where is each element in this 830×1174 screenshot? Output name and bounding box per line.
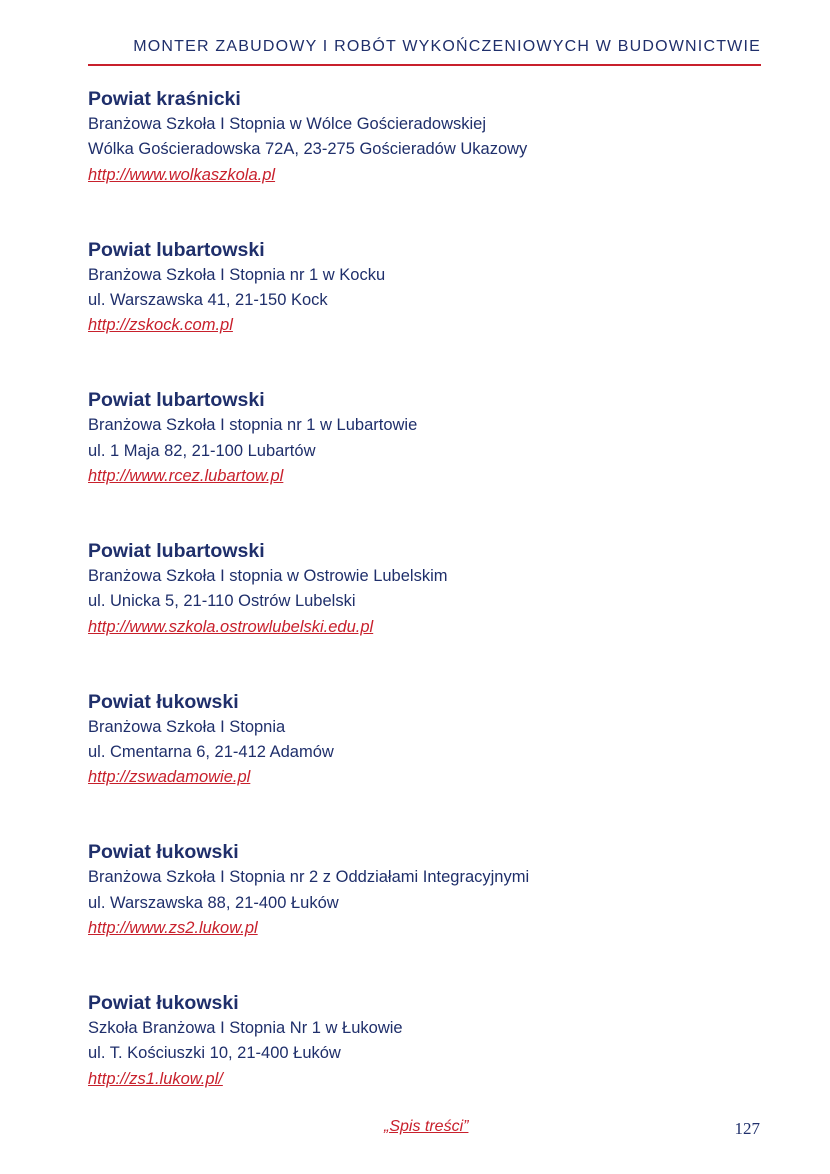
school-name: Branżowa Szkoła I Stopnia w Wólce Gościeradowskiej (88, 115, 487, 133)
header-divider (88, 64, 761, 66)
school-address: ul. T. Kościuszki 10, 21-400 Łuków (88, 1044, 341, 1063)
school-entry (88, 538, 768, 689)
county-heading: Powiat lubartowski (88, 389, 265, 412)
school-list (88, 86, 768, 1141)
school-website-link[interactable]: http://zskock.com.pl (88, 316, 233, 335)
county-heading: Powiat lubartowski (88, 540, 265, 563)
school-website-link[interactable]: http://zswadamowie.pl (88, 768, 251, 787)
school-entry (88, 839, 768, 990)
county-heading: Powiat łukowski (88, 690, 239, 713)
school-entry (88, 689, 768, 840)
school-entry (88, 387, 768, 538)
school-website-link[interactable]: http://www.zs2.lukow.pl (88, 919, 258, 938)
school-name: Branżowa Szkoła I Stopnia (88, 717, 286, 736)
school-name: Branżowa Szkoła I stopnia w Ostrowie Lubelskim (88, 567, 448, 586)
school-name: Szkoła Branżowa I Stopnia Nr 1 w Łukowie (88, 1019, 403, 1038)
school-address: ul. Cmentarna 6, 21-412 Adamów (88, 743, 334, 762)
school-website-link[interactable]: http://www.wolkaszkola.pl (88, 165, 276, 184)
county-heading: Powiat łukowski (88, 992, 239, 1015)
school-name: Branżowa Szkoła I Stopnia nr 1 w Kocku (88, 265, 386, 284)
school-name: Branżowa Szkoła I Stopnia nr 2 z Oddziałami Integracyjnymi (88, 868, 530, 887)
school-name: Branżowa Szkoła I stopnia nr 1 w Lubartowie (88, 416, 418, 435)
school-address: ul. Warszawska 88, 21-400 Łuków (88, 893, 339, 912)
county-heading: Powiat kraśnicki (88, 88, 241, 110)
page-number: 127 (734, 1119, 760, 1138)
school-address: ul. 1 Maja 82, 21-100 Lubartów (88, 441, 316, 460)
school-address: ul. Warszawska 41, 21-150 Kock (88, 290, 328, 309)
school-website-link[interactable]: http://www.szkola.ostrowlubelski.edu.pl (88, 617, 374, 636)
running-header: MONTER ZABUDOWY I ROBÓT WYKOŃCZENIOWYCH W BUDOWNICTWIE (133, 38, 761, 55)
school-website-link[interactable]: http://zs1.lukow.pl/ (88, 1069, 223, 1088)
school-entry (88, 237, 768, 388)
school-address: Wólka Gościeradowska 72A, 23-275 Gościeradów Ukazowy (88, 140, 528, 159)
county-heading: Powiat lubartowski (88, 238, 265, 261)
table-of-contents-link[interactable]: „Spis treści” (384, 1118, 469, 1135)
county-heading: Powiat łukowski (88, 841, 239, 864)
school-address: ul. Unicka 5, 21-110 Ostrów Lubelski (88, 592, 356, 611)
school-entry (88, 86, 768, 237)
school-website-link[interactable]: http://www.rcez.lubartow.pl (88, 466, 284, 485)
